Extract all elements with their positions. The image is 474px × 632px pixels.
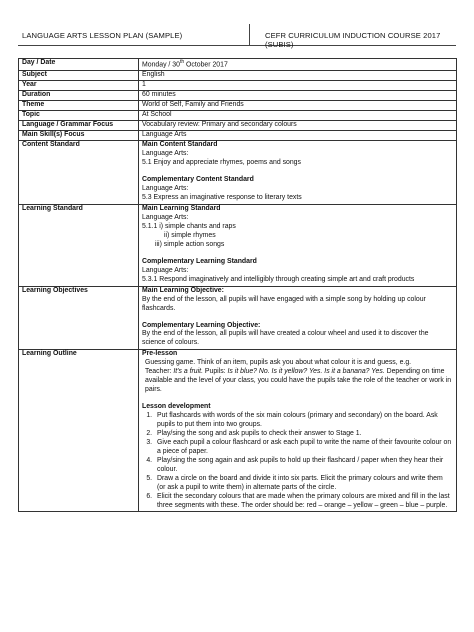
value-topic: At School: [139, 111, 457, 121]
header-left-title: LANGUAGE ARTS LESSON PLAN (SAMPLE): [22, 31, 183, 40]
learning-standard-item-3: iii) simple action songs: [155, 240, 225, 248]
comp-content-standard-sub: Language Arts:: [142, 184, 189, 192]
row-topic: [19, 111, 457, 121]
value-content-standard: [139, 141, 457, 205]
learning-standard-item-2: ii) simple rhymes: [164, 231, 216, 239]
lesson-development-steps: [142, 412, 453, 511]
list-item: 5. Draw a circle on the board and divide it into six parts. Elicit the primary colours and write them (or ask a pupil to write them) in alternate parts of the circle.: [154, 475, 453, 493]
label-topic: Topic: [19, 111, 139, 121]
main-content-standard-title: Main Content Standard: [142, 141, 218, 149]
label-theme: Theme: [19, 101, 139, 111]
row-learning-standard: [19, 204, 457, 286]
label-duration: Duration: [19, 91, 139, 101]
main-objective-text: By the end of the lesson, all pupils will have engaged with a simple song by holding up colour flashcards.: [142, 295, 426, 312]
value-duration: 60 minutes: [139, 91, 457, 101]
row-duration: [19, 91, 457, 101]
label-objectives: Learning Objectives: [19, 286, 139, 350]
list-item: 2. Play/sing the song and ask pupils to check their answer to Stage 1.: [154, 430, 453, 439]
row-subject: [19, 71, 457, 81]
main-objective-title: Main Learning Objective:: [142, 286, 224, 294]
page-header: [18, 27, 456, 49]
pre-lesson-title: Pre-lesson: [142, 350, 178, 358]
row-skill: [19, 131, 457, 141]
row-theme: [19, 101, 457, 111]
row-content-standard: [19, 141, 457, 205]
lesson-development-title: Lesson development: [142, 403, 211, 411]
lesson-plan-table: [18, 58, 457, 512]
label-learning-standard: Learning Standard: [19, 204, 139, 286]
list-item: 4. Play/sing the song again and ask pupils to hold up their flashcard / paper when they hear their colour.: [154, 457, 453, 475]
value-skill: Language Arts: [139, 131, 457, 141]
comp-learning-standard-item: 5.3.1 Respond imaginatively and intelligibly through creating simple art and craft products: [142, 275, 415, 283]
label-day: Day / Date: [19, 59, 139, 71]
row-day: [19, 59, 457, 71]
value-theme: World of Self, Family and Friends: [139, 101, 457, 111]
comp-objective-text: By the end of the lesson, all pupils will have created a colour wheel and used it to discover the science of colours.: [142, 330, 429, 347]
row-focus: [19, 121, 457, 131]
row-year: [19, 81, 457, 91]
label-subject: Subject: [19, 71, 139, 81]
comp-content-standard-title: Complementary Content Standard: [142, 175, 254, 183]
list-item: 3. Give each pupil a colour flashcard or ask each pupil to write the name of their favourite colour on a piece of paper.: [154, 439, 453, 457]
value-focus: Vocabulary review: Primary and secondary colours: [139, 121, 457, 131]
main-learning-standard-sub: Language Arts:: [142, 213, 189, 221]
comp-learning-standard-sub: Language Arts:: [142, 266, 189, 274]
comp-content-standard-item: 5.3 Express an imaginative response to literary texts: [142, 193, 302, 201]
header-right-title: CEFR CURRICULUM INDUCTION COURSE 2017 (SUBIS): [265, 31, 441, 49]
main-learning-standard-title: Main Learning Standard: [142, 204, 221, 212]
value-outline: [139, 350, 457, 511]
value-year: 1: [139, 81, 457, 91]
label-skill: Main Skill(s) Focus: [19, 131, 139, 141]
header-divider: [249, 24, 250, 45]
value-objectives: [139, 286, 457, 350]
main-content-standard-item: 5.1 Enjoy and appreciate rhymes, poems and songs: [142, 158, 301, 166]
list-item: 6. Elicit the secondary colours that are made when the primary colours are mixed and fill in the last three segments with these. The order should be: red – orange – yellow – green – blue – purple.: [154, 493, 453, 511]
label-outline: Learning Outline: [19, 350, 139, 511]
value-day: Monday / 30th October 2017: [139, 59, 457, 71]
value-subject: English: [139, 71, 457, 81]
list-item: 1. Put flashcards with words of the six main colours (primary and secondary) on the board. Ask pupils to put them into two groups.: [154, 412, 453, 430]
comp-learning-standard-title: Complementary Learning Standard: [142, 257, 257, 265]
value-learning-standard: [139, 204, 457, 286]
row-objectives: [19, 286, 457, 350]
label-focus: Language / Grammar Focus: [19, 121, 139, 131]
label-year: Year: [19, 81, 139, 91]
row-outline: [19, 350, 457, 511]
pre-lesson-text: Guessing game. Think of an item, pupils ask you about what colour it is and guess, e.g. Teacher: It's a fruit. Pupils: Is it blue? No. Is it yellow? Yes. Is it a banana? Yes. Depending on time available and the level of your class, you could have the pupils take the role of the teacher or work in pairs.: [145, 359, 452, 394]
comp-objective-title: Complementary Learning Objective:: [142, 321, 261, 329]
learning-standard-item-1: 5.1.1 i) simple chants and raps: [142, 222, 236, 230]
label-content-standard: Content Standard: [19, 141, 139, 205]
main-content-standard-sub: Language Arts:: [142, 150, 189, 158]
